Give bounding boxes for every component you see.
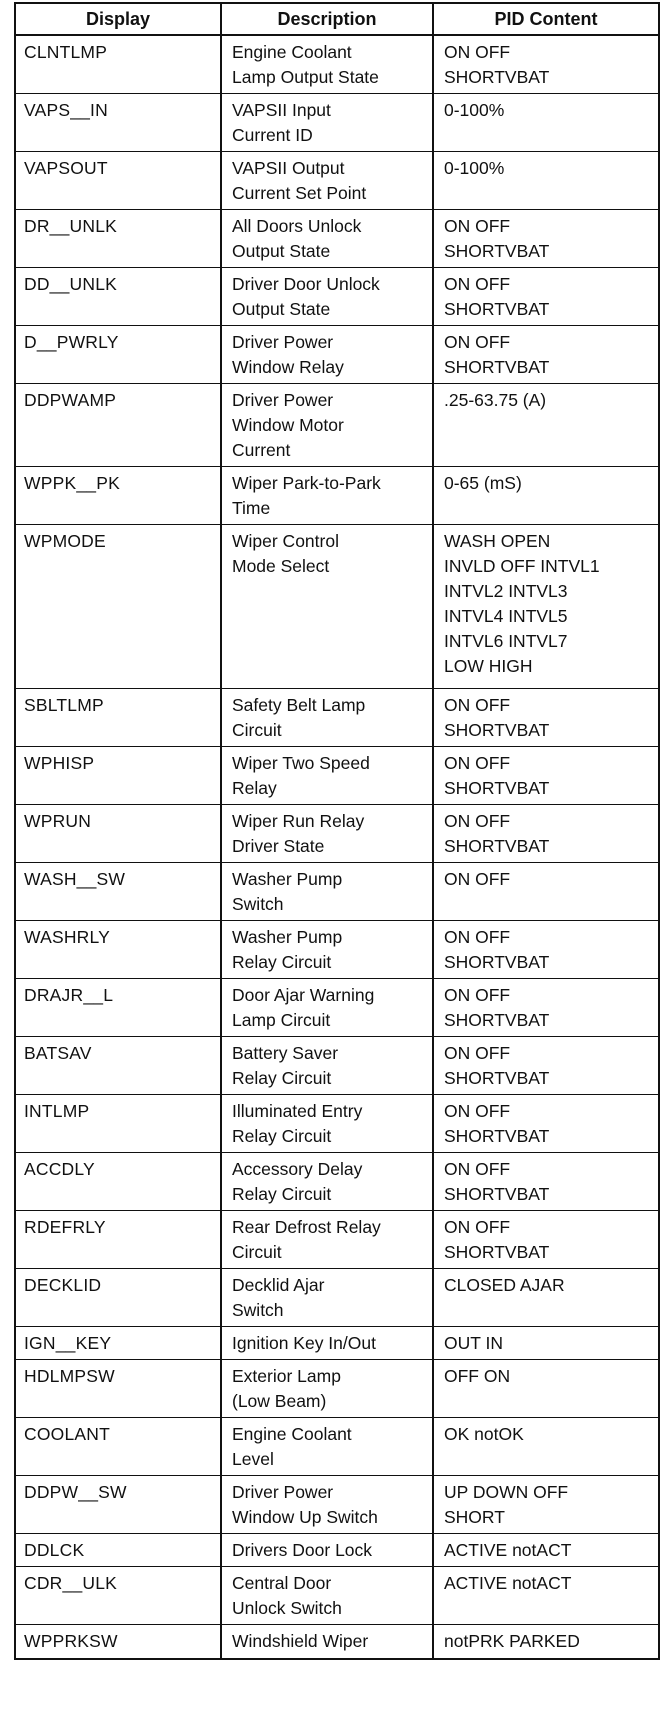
display-cell: INTLMP: [15, 1095, 221, 1153]
pid-content-cell: ACTIVE notACT: [433, 1567, 659, 1625]
description-cell: Wiper Run Relay Driver State: [221, 805, 433, 863]
description-cell: Central Door Unlock Switch: [221, 1567, 433, 1625]
description-cell: Engine Coolant Level: [221, 1418, 433, 1476]
table-row: [15, 863, 659, 921]
display-cell: DD__UNLK: [15, 268, 221, 326]
table-row: [15, 210, 659, 268]
pid-content-cell: ON OFF SHORTVBAT: [433, 921, 659, 979]
display-cell: VAPS__IN: [15, 94, 221, 152]
display-cell: SBLTLMP: [15, 689, 221, 747]
description-cell: VAPSII Output Current Set Point: [221, 152, 433, 210]
description-cell: Illuminated Entry Relay Circuit: [221, 1095, 433, 1153]
pid-content-cell: 0-65 (mS): [433, 467, 659, 525]
pid-content-cell: ON OFF SHORTVBAT: [433, 979, 659, 1037]
pid-content-cell: ON OFF SHORTVBAT: [433, 805, 659, 863]
pid-content-cell: ON OFF SHORTVBAT: [433, 1095, 659, 1153]
display-cell: DR__UNLK: [15, 210, 221, 268]
description-cell: Driver Door Unlock Output State: [221, 268, 433, 326]
pid-content-cell: OFF ON: [433, 1360, 659, 1418]
description-cell: Wiper Two Speed Relay: [221, 747, 433, 805]
table-row: [15, 1534, 659, 1567]
pid-table: [14, 2, 660, 1660]
table-row: [15, 268, 659, 326]
description-cell: Battery Saver Relay Circuit: [221, 1037, 433, 1095]
description-cell: Accessory Delay Relay Circuit: [221, 1153, 433, 1211]
pid-content-cell: ON OFF SHORTVBAT: [433, 268, 659, 326]
header-row: [15, 3, 659, 35]
description-cell: Driver Power Window Motor Current: [221, 384, 433, 467]
table-row: [15, 152, 659, 210]
display-cell: RDEFRLY: [15, 1211, 221, 1269]
display-cell: BATSAV: [15, 1037, 221, 1095]
pid-content-cell: ON OFF SHORTVBAT: [433, 689, 659, 747]
pid-content-cell: OK notOK: [433, 1418, 659, 1476]
display-cell: DDPWAMP: [15, 384, 221, 467]
table-row: [15, 747, 659, 805]
display-cell: CLNTLMP: [15, 35, 221, 94]
pid-content-cell: ON OFF SHORTVBAT: [433, 1153, 659, 1211]
display-cell: DDLCK: [15, 1534, 221, 1567]
display-cell: COOLANT: [15, 1418, 221, 1476]
display-cell: DDPW__SW: [15, 1476, 221, 1534]
table-row: [15, 467, 659, 525]
pid-content-cell: ON OFF SHORTVBAT: [433, 1037, 659, 1095]
pid-content-cell: OUT IN: [433, 1327, 659, 1360]
display-cell: WPPK__PK: [15, 467, 221, 525]
pid-content-cell: ON OFF SHORTVBAT: [433, 210, 659, 268]
description-cell: Ignition Key In/Out: [221, 1327, 433, 1360]
display-cell: CDR__ULK: [15, 1567, 221, 1625]
pid-content-column-header: PID Content: [433, 3, 659, 35]
pid-content-cell: ON OFF SHORTVBAT: [433, 1211, 659, 1269]
description-column-header: Description: [221, 3, 433, 35]
display-cell: HDLMPSW: [15, 1360, 221, 1418]
display-cell: VAPSOUT: [15, 152, 221, 210]
table-row: [15, 1037, 659, 1095]
table-row: [15, 1327, 659, 1360]
pid-content-cell: ON OFF SHORTVBAT: [433, 326, 659, 384]
display-cell: DECKLID: [15, 1269, 221, 1327]
pid-content-cell: ON OFF: [433, 863, 659, 921]
table-row: [15, 921, 659, 979]
display-cell: WPRUN: [15, 805, 221, 863]
description-cell: Decklid Ajar Switch: [221, 1269, 433, 1327]
table-row: [15, 1476, 659, 1534]
display-cell: WPMODE: [15, 525, 221, 689]
description-cell: Driver Power Window Relay: [221, 326, 433, 384]
description-cell: Driver Power Window Up Switch: [221, 1476, 433, 1534]
description-cell: Drivers Door Lock: [221, 1534, 433, 1567]
pid-content-cell: notPRK PARKED: [433, 1625, 659, 1659]
display-cell: WPPRKSW: [15, 1625, 221, 1659]
description-cell: Door Ajar Warning Lamp Circuit: [221, 979, 433, 1037]
table-row: [15, 1153, 659, 1211]
table-row: [15, 1567, 659, 1625]
table-row: [15, 805, 659, 863]
display-column-header: Display: [15, 3, 221, 35]
pid-content-cell: ACTIVE notACT: [433, 1534, 659, 1567]
description-cell: Windshield Wiper: [221, 1625, 433, 1659]
table-row: [15, 326, 659, 384]
description-cell: Washer Pump Switch: [221, 863, 433, 921]
pid-content-cell: WASH OPEN INVLD OFF INTVL1 INTVL2 INTVL3 INTVL4 INTVL5 INTVL6 INTVL7 LOW HIGH: [433, 525, 659, 689]
description-cell: Rear Defrost Relay Circuit: [221, 1211, 433, 1269]
description-cell: Safety Belt Lamp Circuit: [221, 689, 433, 747]
table-row: [15, 525, 659, 689]
pid-content-cell: ON OFF SHORTVBAT: [433, 747, 659, 805]
table-row: [15, 384, 659, 467]
pid-content-cell: UP DOWN OFF SHORT: [433, 1476, 659, 1534]
display-cell: D__PWRLY: [15, 326, 221, 384]
pid-content-cell: 0-100%: [433, 152, 659, 210]
pid-content-cell: 0-100%: [433, 94, 659, 152]
description-cell: Wiper Park-to-Park Time: [221, 467, 433, 525]
description-cell: Exterior Lamp (Low Beam): [221, 1360, 433, 1418]
pid-content-cell: ON OFF SHORTVBAT: [433, 35, 659, 94]
description-cell: Engine Coolant Lamp Output State: [221, 35, 433, 94]
table-row: [15, 1418, 659, 1476]
pid-content-cell: CLOSED AJAR: [433, 1269, 659, 1327]
display-cell: WASHRLY: [15, 921, 221, 979]
table-row: [15, 689, 659, 747]
table-row: [15, 94, 659, 152]
table-row: [15, 1095, 659, 1153]
display-cell: IGN__KEY: [15, 1327, 221, 1360]
display-cell: WPHISP: [15, 747, 221, 805]
table-row: [15, 1269, 659, 1327]
description-cell: All Doors Unlock Output State: [221, 210, 433, 268]
table-row: [15, 979, 659, 1037]
table-row: [15, 1625, 659, 1659]
table-row: [15, 1360, 659, 1418]
description-cell: VAPSII Input Current ID: [221, 94, 433, 152]
pid-content-cell: .25-63.75 (A): [433, 384, 659, 467]
description-cell: Wiper Control Mode Select: [221, 525, 433, 689]
table-row: [15, 1211, 659, 1269]
description-cell: Washer Pump Relay Circuit: [221, 921, 433, 979]
display-cell: ACCDLY: [15, 1153, 221, 1211]
display-cell: DRAJR__L: [15, 979, 221, 1037]
display-cell: WASH__SW: [15, 863, 221, 921]
table-row: [15, 35, 659, 94]
